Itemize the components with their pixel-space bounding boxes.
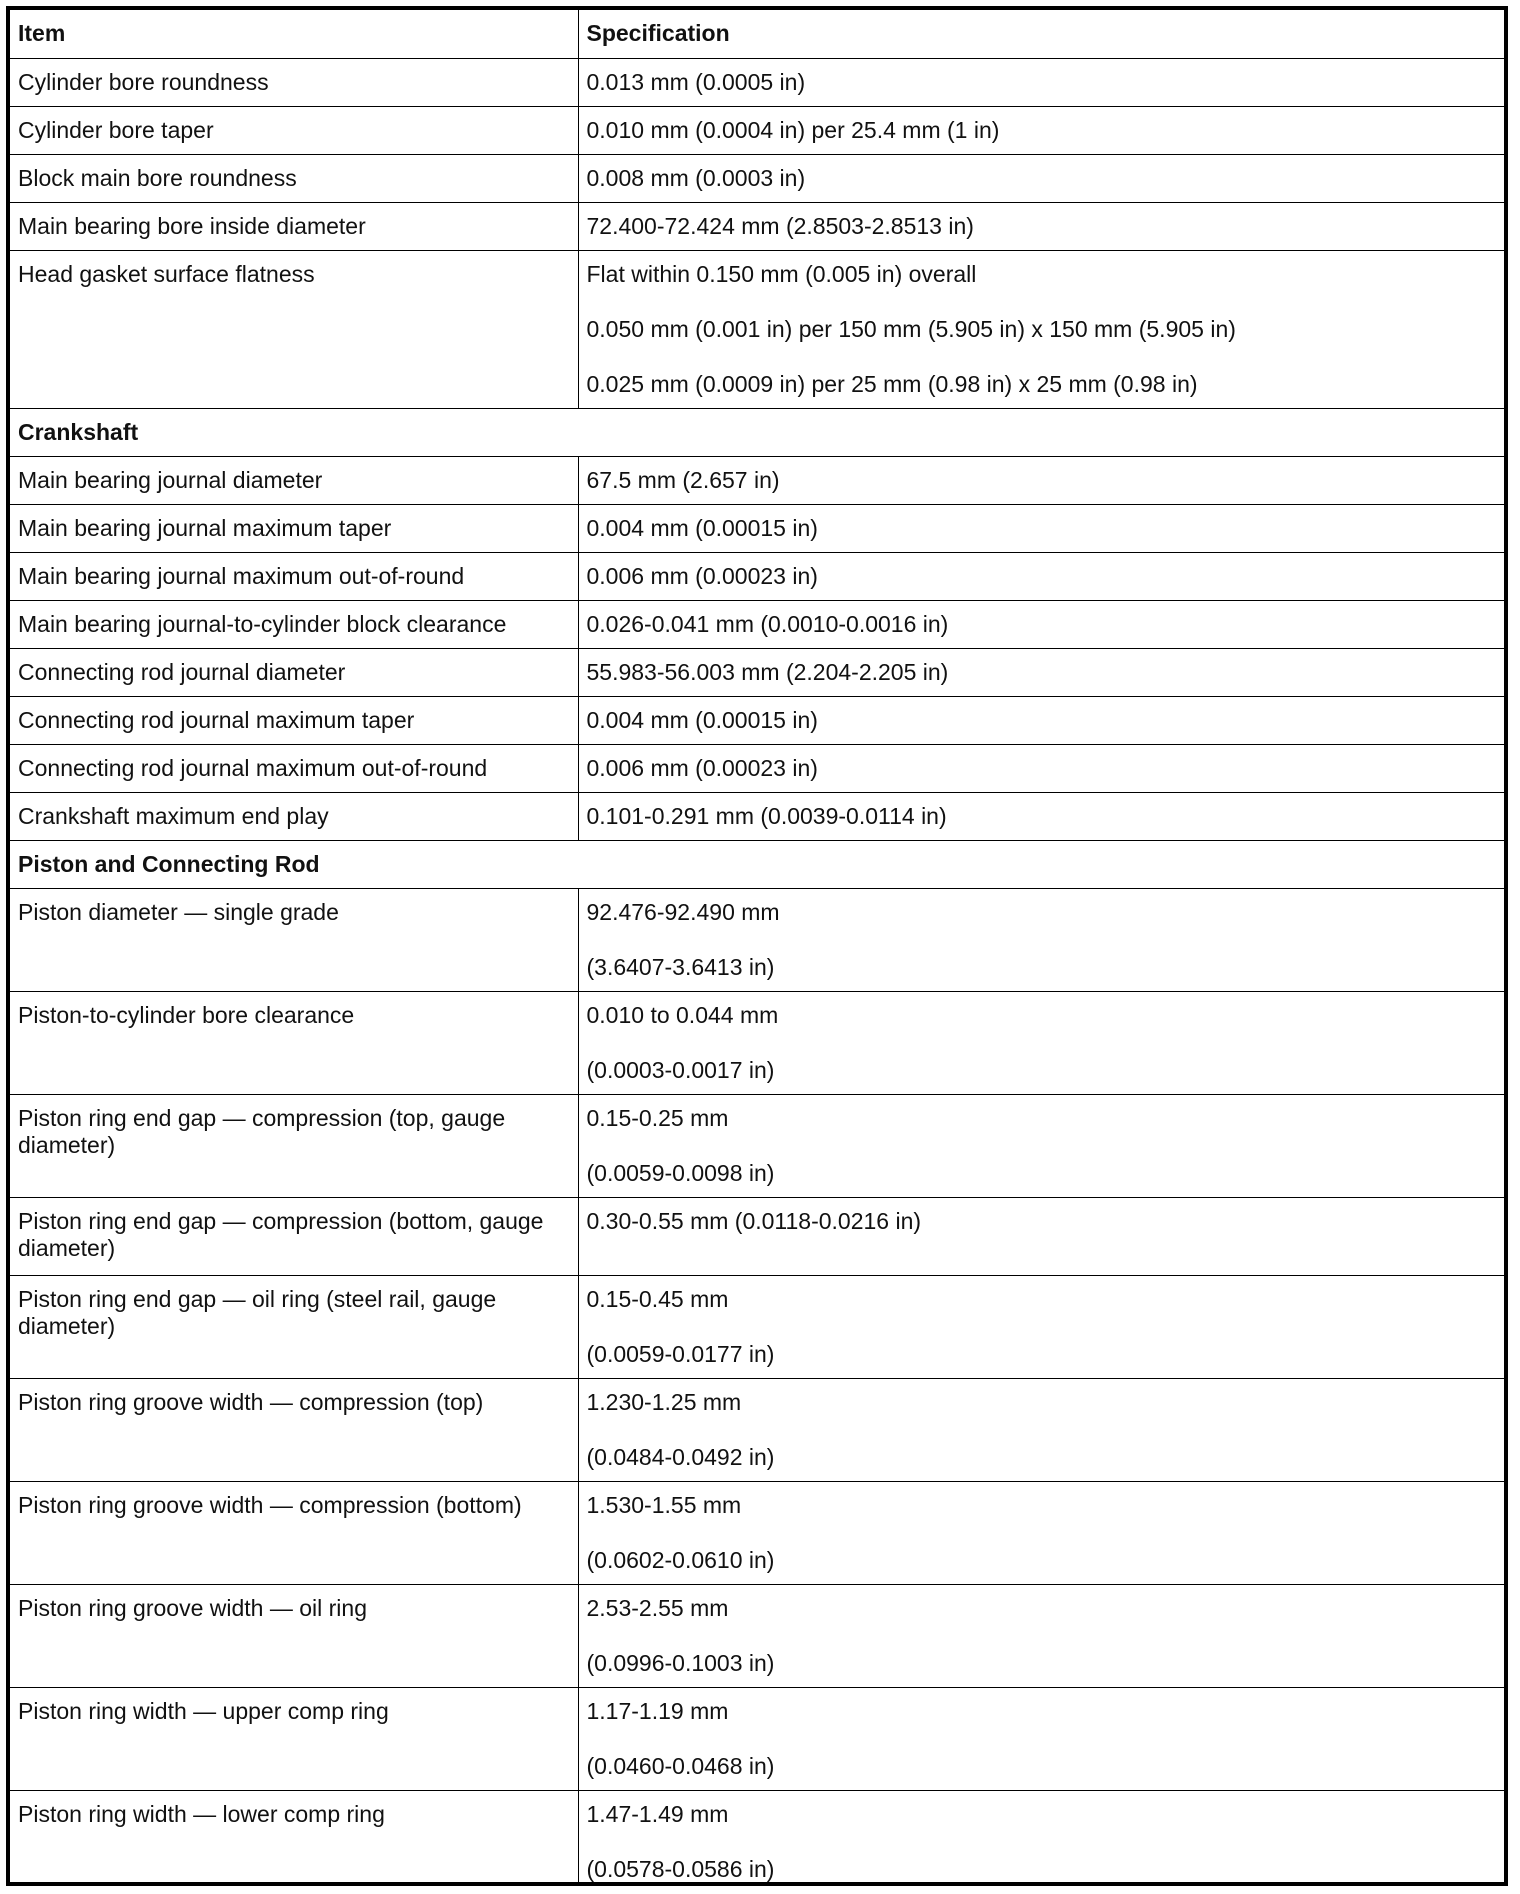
specification-cell	[578, 991, 1504, 1094]
table-row	[10, 696, 1504, 744]
item-cell: Piston-to-cylinder bore clearance	[10, 991, 578, 1094]
specification-line: (0.0602-0.0610 in)	[586, 1546, 775, 1573]
section-row	[10, 840, 1504, 888]
table-row	[10, 1197, 1504, 1275]
specification-line: (3.6407-3.6413 in)	[586, 953, 775, 980]
specification-line: 0.30-0.55 mm (0.0118-0.0216 in)	[586, 1207, 922, 1234]
table-row	[10, 106, 1504, 154]
specification-line: 0.006 mm (0.00023 in)	[586, 562, 818, 589]
specification-line: 0.15-0.25 mm	[586, 1104, 729, 1131]
specification-line: 92.476-92.490 mm	[586, 898, 780, 925]
specification-line: 1.47-1.49 mm	[586, 1800, 729, 1827]
table-header-row	[10, 10, 1504, 58]
item-cell: Crankshaft maximum end play	[10, 792, 578, 840]
item-cell: Main bearing journal diameter	[10, 456, 578, 504]
specification-cell	[578, 888, 1504, 991]
table-row	[10, 1687, 1504, 1790]
specification-line: (0.0460-0.0468 in)	[586, 1752, 775, 1779]
specification-line: 1.17-1.19 mm	[586, 1697, 729, 1724]
section-heading: Crankshaft	[10, 408, 1504, 456]
specification-cell	[578, 1790, 1504, 1886]
specification-line: 0.004 mm (0.00015 in)	[586, 706, 818, 733]
table-row	[10, 456, 1504, 504]
specification-cell	[578, 456, 1504, 504]
specification-cell	[578, 106, 1504, 154]
item-cell: Piston ring width — upper comp ring	[10, 1687, 578, 1790]
table-row	[10, 1584, 1504, 1687]
table-row	[10, 1378, 1504, 1481]
specification-line: 67.5 mm (2.657 in)	[586, 466, 780, 493]
item-cell: Piston ring end gap — compression (top, gauge diameter)	[10, 1094, 578, 1197]
specification-line: 0.025 mm (0.0009 in) per 25 mm (0.98 in) x 25 mm (0.98 in)	[586, 370, 1198, 397]
specification-line: 0.008 mm (0.0003 in)	[586, 164, 806, 191]
specification-line: 1.230-1.25 mm	[586, 1388, 742, 1415]
table-row	[10, 552, 1504, 600]
specification-line: 0.15-0.45 mm	[586, 1285, 729, 1312]
specification-line: 0.013 mm (0.0005 in)	[586, 68, 806, 95]
item-cell: Connecting rod journal maximum taper	[10, 696, 578, 744]
table-row	[10, 1790, 1504, 1886]
item-cell: Piston ring groove width — compression (bottom)	[10, 1481, 578, 1584]
section-row	[10, 408, 1504, 456]
specification-line: 0.006 mm (0.00023 in)	[586, 754, 818, 781]
item-cell: Piston ring end gap — compression (bottom, gauge diameter)	[10, 1197, 578, 1275]
item-cell: Main bearing journal maximum taper	[10, 504, 578, 552]
specification-cell	[578, 696, 1504, 744]
specification-line: 1.530-1.55 mm	[586, 1491, 742, 1518]
specification-line: (0.0059-0.0098 in)	[586, 1159, 775, 1186]
section-heading: Piston and Connecting Rod	[10, 840, 1504, 888]
specification-line: 0.050 mm (0.001 in) per 150 mm (5.905 in) x 150 mm (5.905 in)	[586, 315, 1236, 342]
specification-line: 0.101-0.291 mm (0.0039-0.0114 in)	[586, 802, 947, 829]
specification-cell	[578, 202, 1504, 250]
specification-line: 0.004 mm (0.00015 in)	[586, 514, 818, 541]
table-row	[10, 600, 1504, 648]
specification-line: (0.0484-0.0492 in)	[586, 1443, 775, 1470]
table-row	[10, 792, 1504, 840]
item-cell: Main bearing journal-to-cylinder block clearance	[10, 600, 578, 648]
specification-cell	[578, 1197, 1504, 1275]
item-cell: Cylinder bore roundness	[10, 58, 578, 106]
table-body	[10, 58, 1504, 1886]
table-row	[10, 648, 1504, 696]
specification-cell	[578, 504, 1504, 552]
specification-line: (0.0996-0.1003 in)	[586, 1649, 775, 1676]
specification-cell	[578, 250, 1504, 408]
specification-cell	[578, 792, 1504, 840]
specification-cell	[578, 154, 1504, 202]
specification-line: (0.0003-0.0017 in)	[586, 1056, 775, 1083]
specification-cell	[578, 1275, 1504, 1378]
specification-line: 0.010 mm (0.0004 in) per 25.4 mm (1 in)	[586, 116, 1000, 143]
table-row	[10, 58, 1504, 106]
specification-cell	[578, 58, 1504, 106]
specification-cell	[578, 1378, 1504, 1481]
item-cell: Piston ring end gap — oil ring (steel rail, gauge diameter)	[10, 1275, 578, 1378]
specification-line: (0.0578-0.0586 in)	[586, 1855, 775, 1882]
table-row	[10, 991, 1504, 1094]
table-row	[10, 1094, 1504, 1197]
table-row	[10, 202, 1504, 250]
item-cell: Connecting rod journal maximum out-of-round	[10, 744, 578, 792]
item-cell: Piston diameter — single grade	[10, 888, 578, 991]
specification-line: 0.026-0.041 mm (0.0010-0.0016 in)	[586, 610, 949, 637]
column-header-item: Item	[10, 10, 578, 58]
table-row	[10, 744, 1504, 792]
item-cell: Cylinder bore taper	[10, 106, 578, 154]
table-row	[10, 1275, 1504, 1378]
table-row	[10, 1481, 1504, 1584]
specification-cell	[578, 552, 1504, 600]
item-cell: Block main bore roundness	[10, 154, 578, 202]
specification-line: 72.400-72.424 mm (2.8503-2.8513 in)	[586, 212, 974, 239]
table-row	[10, 504, 1504, 552]
specification-line: Flat within 0.150 mm (0.005 in) overall	[586, 260, 977, 287]
table-row	[10, 250, 1504, 408]
specification-line: 55.983-56.003 mm (2.204-2.205 in)	[586, 658, 949, 685]
specification-cell	[578, 1481, 1504, 1584]
column-header-specification: Specification	[578, 10, 1504, 58]
specification-cell	[578, 648, 1504, 696]
item-cell: Main bearing journal maximum out-of-round	[10, 552, 578, 600]
specification-cell	[578, 1687, 1504, 1790]
item-cell: Head gasket surface flatness	[10, 250, 578, 408]
item-cell: Piston ring width — lower comp ring	[10, 1790, 578, 1886]
specification-cell	[578, 1584, 1504, 1687]
spec-table	[10, 10, 1504, 1886]
item-cell: Connecting rod journal diameter	[10, 648, 578, 696]
table-row	[10, 154, 1504, 202]
spec-table-frame	[6, 6, 1508, 1886]
specification-line: 0.010 to 0.044 mm	[586, 1001, 779, 1028]
table-row	[10, 888, 1504, 991]
item-cell: Piston ring groove width — oil ring	[10, 1584, 578, 1687]
specification-line: (0.0059-0.0177 in)	[586, 1340, 775, 1367]
specification-cell	[578, 600, 1504, 648]
specification-line: 2.53-2.55 mm	[586, 1594, 729, 1621]
specification-cell	[578, 744, 1504, 792]
item-cell: Main bearing bore inside diameter	[10, 202, 578, 250]
item-cell: Piston ring groove width — compression (top)	[10, 1378, 578, 1481]
specification-cell	[578, 1094, 1504, 1197]
